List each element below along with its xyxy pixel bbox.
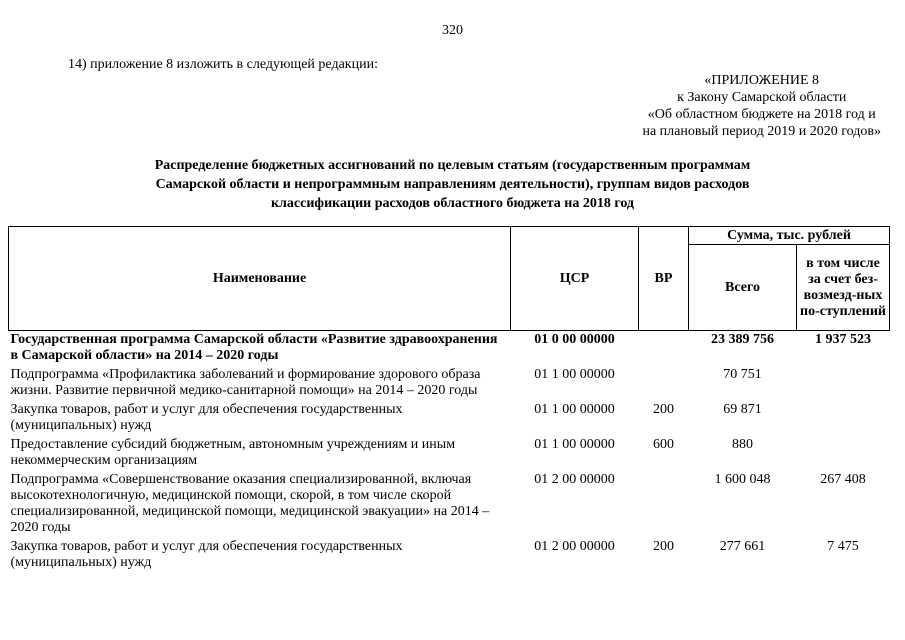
row-csr: 01 2 00 00000 [534, 539, 615, 554]
appendix-line: «Об областном бюджете на 2018 год и [647, 107, 876, 122]
row-total: 277 661 [719, 539, 766, 554]
table-row [9, 366, 890, 401]
row-csr: 01 1 00 00000 [534, 402, 615, 417]
row-free: 1 937 523 [815, 332, 871, 347]
row-total: 1 600 048 [714, 472, 771, 487]
instruction-text: 14) приложение 8 изложить в следующей редакции: [68, 57, 378, 72]
table-row [9, 538, 890, 573]
row-free [797, 436, 890, 471]
header-name: Наименование [9, 227, 511, 331]
row-name: Закупка товаров, работ и услуг для обеспечения государственных (муниципальных) нужд [10, 539, 403, 570]
row-vr: 200 [653, 539, 674, 554]
title-line: Самарской области и непрограммным направлениям деятельности), группам видов расходов [155, 177, 750, 192]
title-line: Распределение бюджетных ассигнований по целевым статьям (государственным программам [154, 158, 751, 173]
table-row [9, 331, 890, 367]
header-total: Всего [689, 245, 797, 331]
row-vr: 200 [653, 402, 674, 417]
row-csr: 01 2 00 00000 [534, 472, 615, 487]
row-vr [639, 331, 689, 367]
row-csr: 01 1 00 00000 [534, 367, 615, 382]
page-number: 320 [442, 23, 463, 38]
title-line: классификации расходов областного бюджета на 2018 год [270, 196, 635, 211]
row-vr [639, 471, 689, 538]
budget-table [8, 226, 890, 573]
row-csr: 01 0 00 00000 [534, 332, 615, 347]
document-title [0, 156, 905, 213]
table-row [9, 436, 890, 471]
row-vr: 600 [653, 437, 674, 452]
row-total: 880 [732, 437, 753, 452]
header-amount-group: Сумма, тыс. рублей [689, 227, 890, 245]
appendix-line: на плановый период 2019 и 2020 годов» [642, 124, 881, 139]
row-free: 7 475 [827, 539, 859, 554]
row-csr: 01 1 00 00000 [534, 437, 615, 452]
header-vr: ВР [639, 227, 689, 331]
row-total: 23 389 756 [711, 332, 774, 347]
row-name: Государственная программа Самарской области «Развитие здравоохранения в Самарской области» на 2014 – 2020 годы [10, 332, 498, 363]
row-name: Подпрограмма «Профилактика заболеваний и формирование здорового образа жизни. Развитие первичной медико-санитарной помощи» на 2014 – 2020 годы [10, 367, 481, 398]
table-row [9, 401, 890, 436]
row-vr [639, 366, 689, 401]
header-csr: ЦСР [511, 227, 639, 331]
row-total: 69 871 [723, 402, 762, 417]
row-free [797, 401, 890, 436]
appendix-line: к Закону Самарской области [677, 90, 847, 105]
row-name: Закупка товаров, работ и услуг для обеспечения государственных (муниципальных) нужд [10, 402, 403, 433]
appendix-header [642, 72, 881, 140]
row-free [797, 366, 890, 401]
row-total: 70 751 [723, 367, 762, 382]
row-free: 267 408 [820, 472, 866, 487]
row-name: Подпрограмма «Совершенствование оказания специализированной, включая высокотехнологичную, медицинской помощи, скорой, в том числе скорой специализированной, медицинской помощи, медицинской эвакуации» на 2014 – 2020 годы [10, 472, 490, 535]
table-row [9, 471, 890, 538]
row-name: Предоставление субсидий бюджетным, автономным учреждениям и иным некоммерческим организациям [10, 437, 456, 468]
header-free-receipts: в том числе за счет без-возмезд-ных по-ступлений [797, 245, 890, 331]
appendix-line: «ПРИЛОЖЕНИЕ 8 [704, 73, 820, 88]
